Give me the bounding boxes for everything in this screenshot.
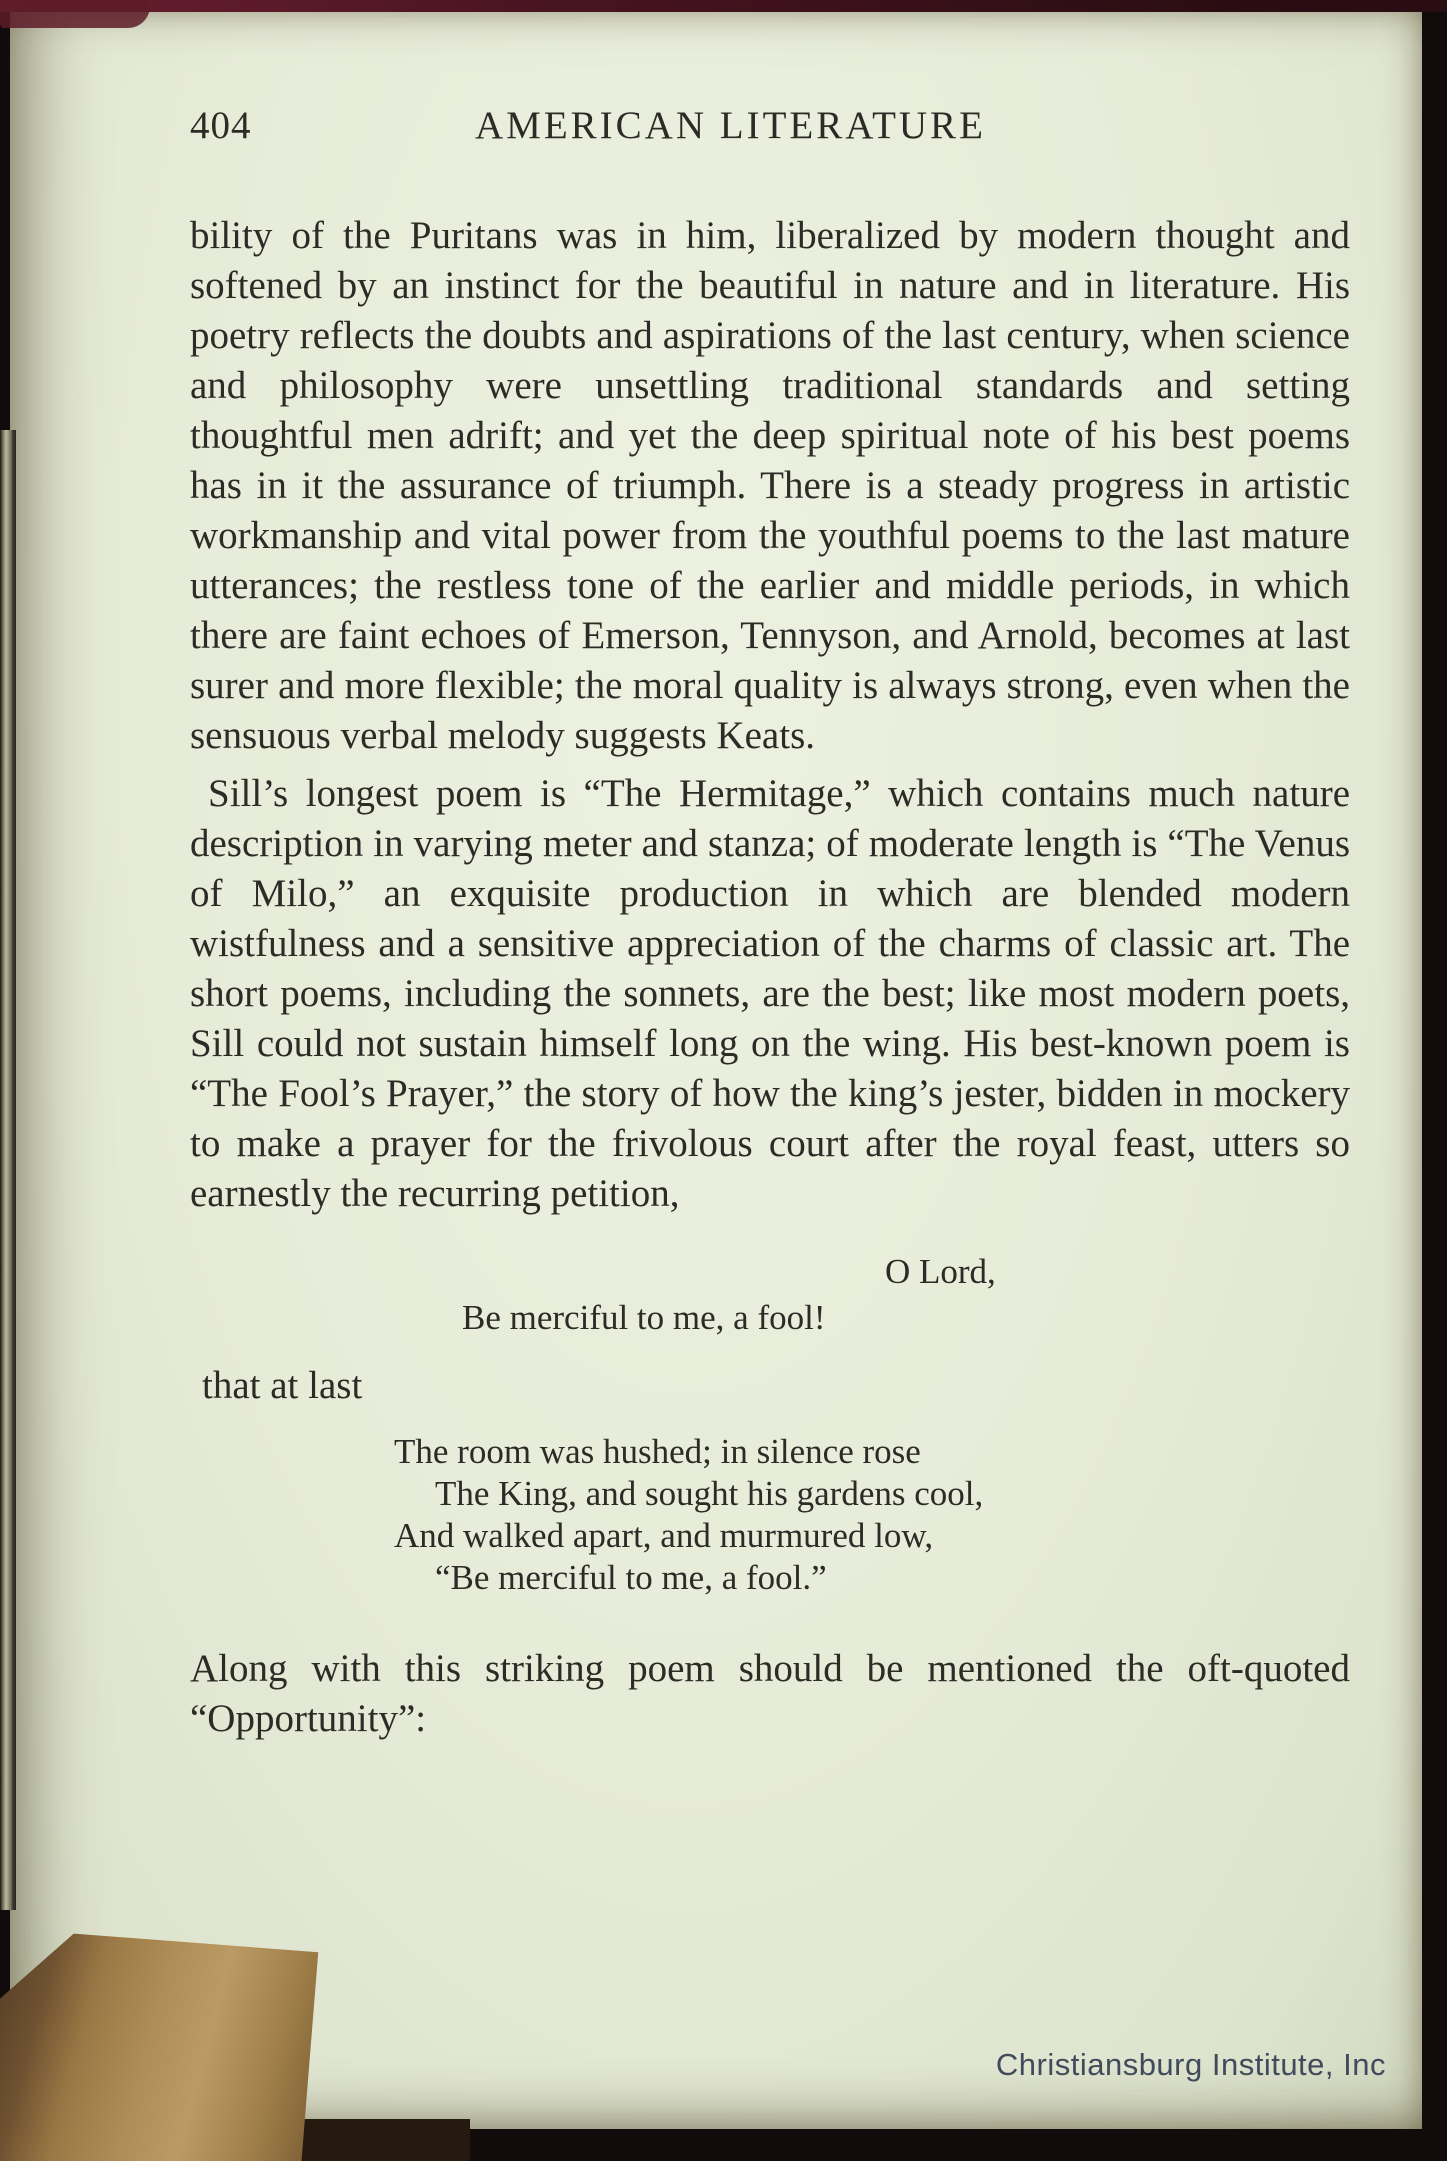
watermark-text: Christiansburg Institute, Inc [995,2047,1386,2082]
verse-line: O Lord, [885,1252,996,1291]
stacked-page-edges [0,430,16,1910]
book-page [10,7,1422,2129]
verse-line: And walked apart, and murmured low, [394,1516,934,1555]
verse-line: “Be merciful to me, a fool.” [435,1558,827,1597]
paragraph-sills-poems: Sill’s longest poem is “The Hermitage,” which contains much nature description in varying meter and stanza; of moderate length is “The Venus of Milo,” an exquisite production in which are blended modern wistfulness and a sensitive appreciation of the charms of classic art. The short poems, including the sonnets, are the best; like most modern poets, Sill could not sustain himself long on the wing. His best-known poem is “The Fool’s Prayer,” the story of how the king’s jester, bidden in mockery to make a prayer for the frivolous court after the royal feast, utters so earnestly the recurring petition, [190,772,1350,1215]
page-number: 404 [190,104,252,147]
book-cover-top-edge [0,0,1447,12]
paragraph-opportunity: Along with this striking poem should be mentioned the oft-quoted “Opportunity”: [190,1647,1350,1740]
paragraph-continuation: bility of the Puritans was in him, liberalized by modern thought and softened by an instinct for the beautiful in nature and in literature. His poetry reflects the doubts and aspirations of the last century, when science and philosophy were unsettling traditional standards and setting thoughtful men adrift; and yet the deep spiritual note of his best poems has in it the assurance of triumph. There is a steady progress in artistic workmanship and vital power from the youthful poems to the last mature utterances; the restless tone of the earlier and middle periods, in which there are faint echoes of Emerson, Tennyson, and Arnold, becomes at last surer and more flexible; the moral quality is always strong, even when the sensuous verbal melody suggests Keats. [190,214,1350,757]
verse-quote-fools-prayer [190,1431,1350,1599]
verse-line: Be merciful to me, a fool! [462,1298,826,1337]
page-header [190,103,1350,153]
interlude-text: that at last [202,1364,363,1407]
verse-quote-petition [190,1249,1350,1341]
verse-line: The King, and sought his gardens cool, [435,1474,984,1513]
book-cover-bottom-object [0,1929,335,2161]
running-head: AMERICAN LITERATURE [475,104,986,147]
book-cover-corner [0,0,150,28]
verse-line: The room was hushed; in silence rose [394,1432,921,1471]
